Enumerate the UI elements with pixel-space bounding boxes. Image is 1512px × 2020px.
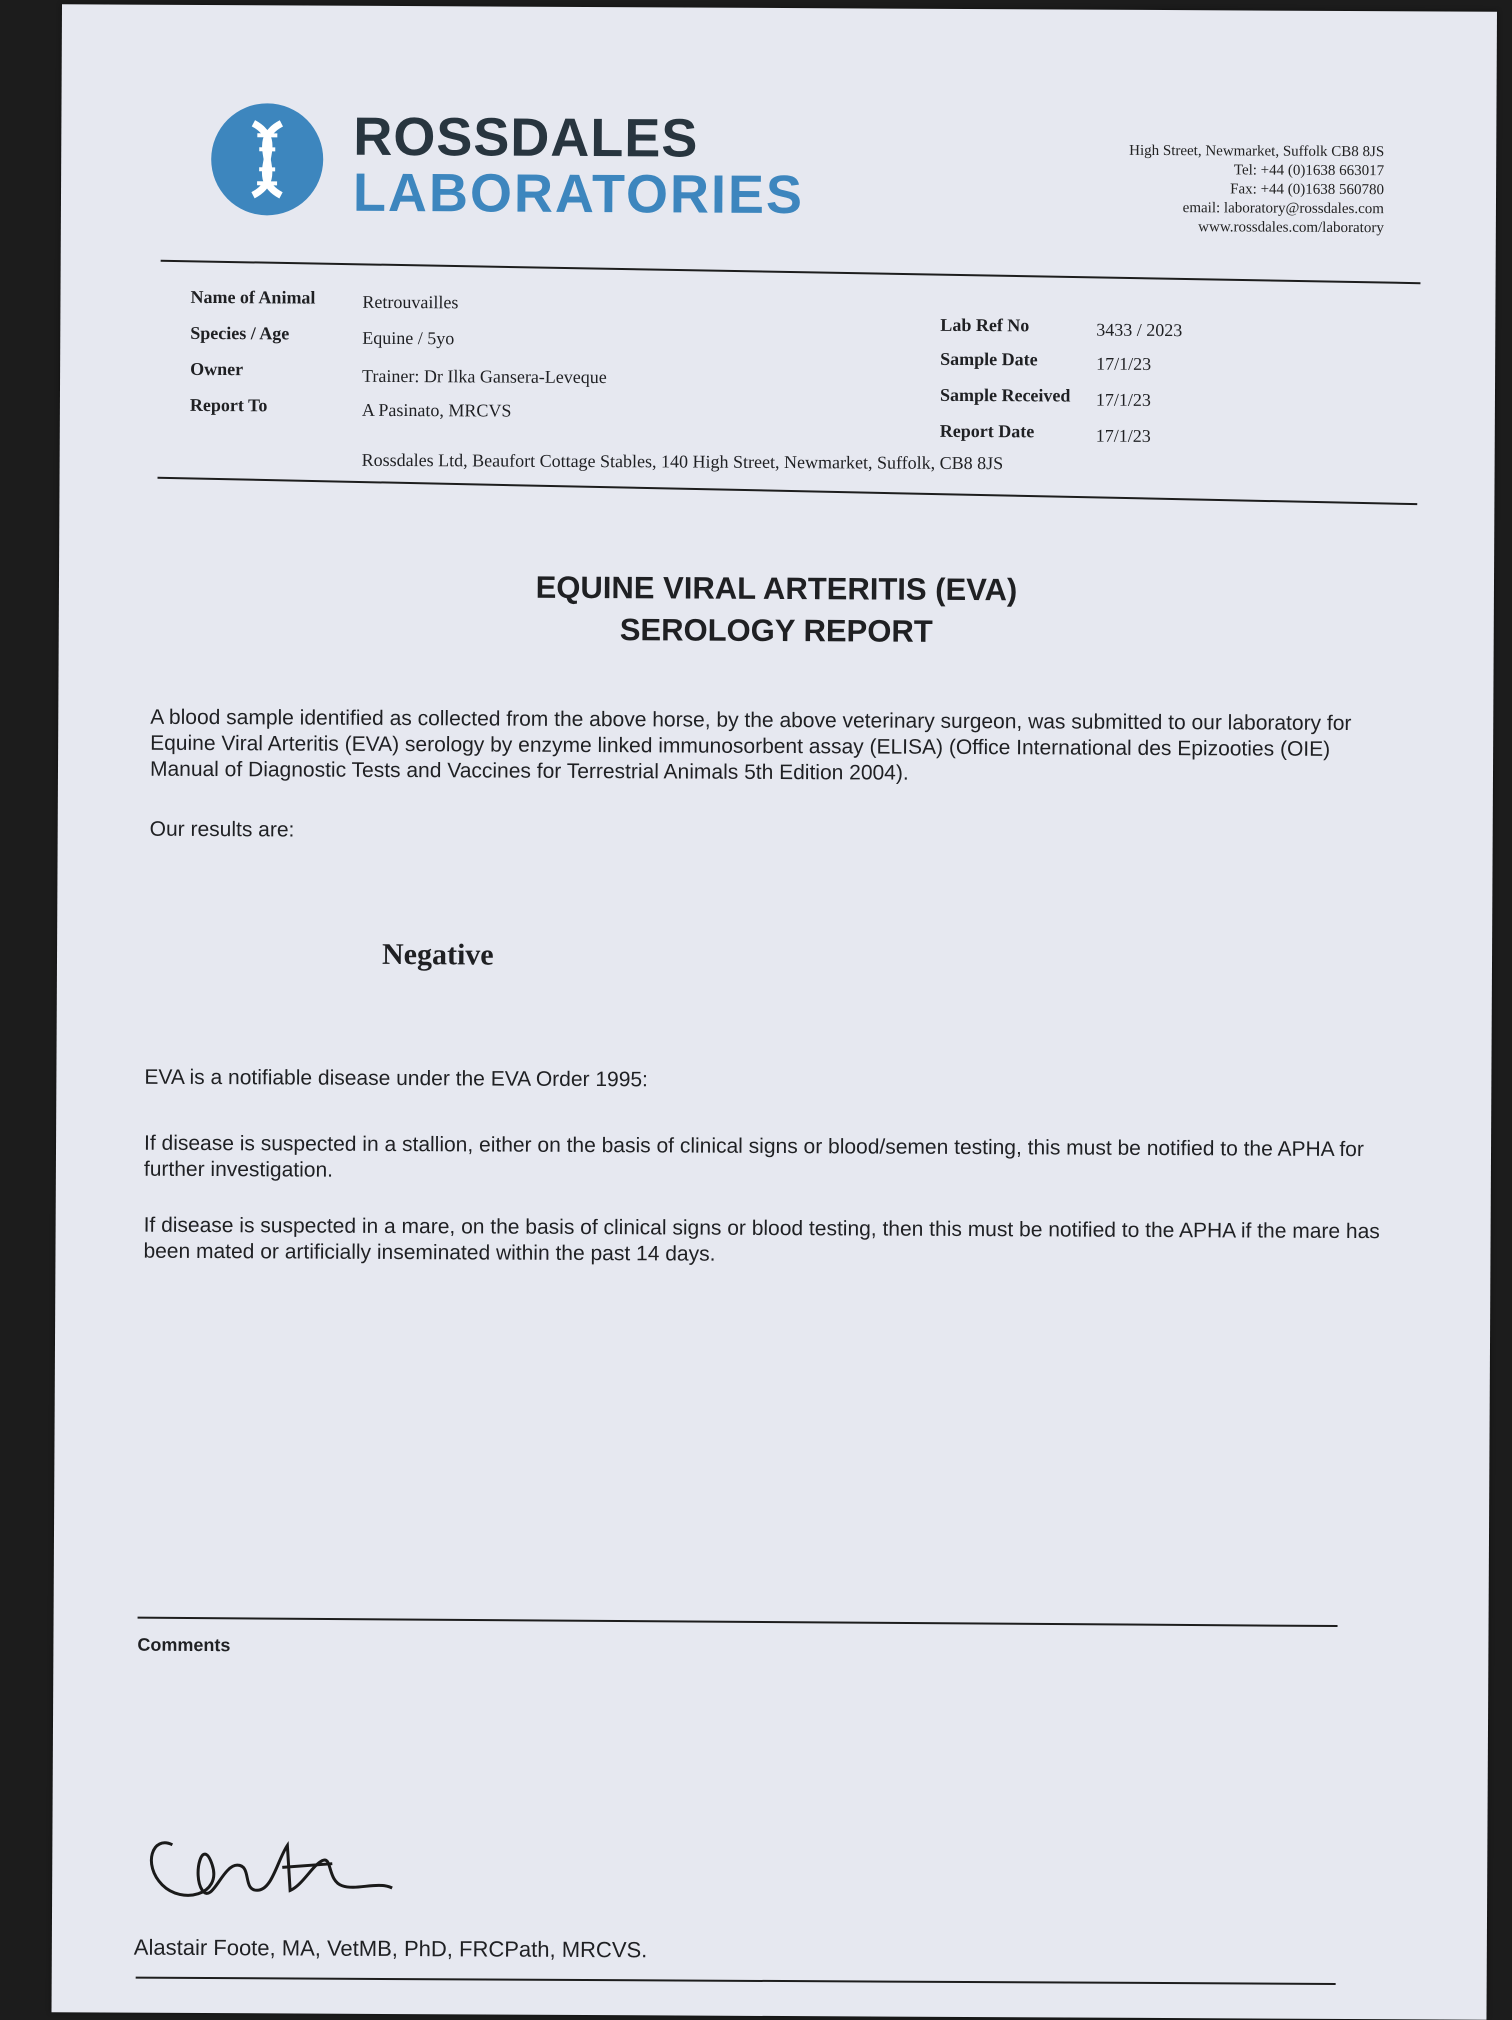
- logo-line1: ROSSDALES: [353, 110, 804, 166]
- contact-block: [1129, 142, 1385, 238]
- report-date-label: Report Date: [940, 421, 1035, 442]
- species-age: Equine / 5yo: [362, 328, 454, 349]
- report-to-label: Report To: [190, 395, 268, 416]
- report-title: [59, 564, 1494, 656]
- report-to: A Pasinato, MRCVS: [362, 400, 512, 422]
- lab-ref-label: Lab Ref No: [940, 315, 1029, 336]
- sample-date-label: Sample Date: [940, 349, 1038, 371]
- telephone: Tel: +44 (0)1638 663017: [1129, 161, 1384, 181]
- comments-label: Comments: [137, 1635, 230, 1656]
- mare-guidance: If disease is suspected in a mare, on the basis of clinical signs or blood testing, then this must be notified to the APHA if the mare has been mated or artificially inseminated within the past 14 days.: [143, 1213, 1383, 1271]
- name-of-animal-label: Name of Animal: [190, 287, 315, 309]
- notifiable-statement: EVA is a notifiable disease under the EVA Order 1995:: [144, 1065, 1384, 1097]
- dna-logo-icon: [211, 103, 324, 216]
- report-date: 17/1/23: [1096, 426, 1151, 447]
- comments-divider: [138, 1617, 1338, 1627]
- lab-ref: 3433 / 2023: [1096, 320, 1182, 341]
- report-title-line2: SEROLOGY REPORT: [59, 606, 1494, 656]
- report-document: [51, 4, 1496, 2019]
- results-intro: Our results are:: [150, 817, 1390, 849]
- brand-logo: [353, 110, 805, 222]
- owner: Trainer: Dr Ilka Gansera-Leveque: [362, 366, 607, 388]
- signature-icon: [142, 1805, 403, 1916]
- species-age-label: Species / Age: [190, 323, 289, 345]
- result-value: Negative: [382, 938, 494, 973]
- stallion-guidance: If disease is suspected in a stallion, either on the basis of clinical signs or blood/semen testing, this must be notified to the APHA for further investigation.: [144, 1131, 1384, 1189]
- address: High Street, Newmarket, Suffolk CB8 8JS: [1129, 142, 1384, 162]
- intro-paragraph: A blood sample identified as collected from the above horse, by the above veterinary surgeon, was submitted to our laboratory for Equine Viral Arteritis (EVA) serology by enzyme linked immunosorbent assay (ELISA) (Office International des Epizooties (OIE) Manual of Diagnostic Tests and Vaccines for Terrestrial Animals 5th Edition 2004).: [150, 705, 1390, 789]
- report-to-address: Rossdales Ltd, Beaufort Cottage Stables, 140 High Street, Newmarket, Suffolk, CB8 8JS: [362, 450, 1004, 474]
- footer-divider: [136, 1977, 1336, 1985]
- email: email: laboratory@rossdales.com: [1129, 199, 1384, 219]
- header-divider: [161, 260, 1421, 284]
- report-title-line1: EQUINE VIRAL ARTERITIS (EVA): [59, 564, 1494, 614]
- sample-received: 17/1/23: [1096, 390, 1151, 411]
- fax: Fax: +44 (0)1638 560780: [1129, 180, 1384, 200]
- name-of-animal: Retrouvailles: [362, 292, 458, 314]
- logo-line2: LABORATORIES: [353, 166, 804, 222]
- website: www.rossdales.com/laboratory: [1129, 218, 1384, 238]
- details-divider: [157, 477, 1417, 505]
- signatory-name: Alastair Foote, MA, VetMB, PhD, FRCPath, MRCVS.: [134, 1935, 648, 1964]
- sample-date: 17/1/23: [1096, 354, 1151, 375]
- sample-received-label: Sample Received: [940, 385, 1071, 407]
- owner-label: Owner: [190, 359, 243, 380]
